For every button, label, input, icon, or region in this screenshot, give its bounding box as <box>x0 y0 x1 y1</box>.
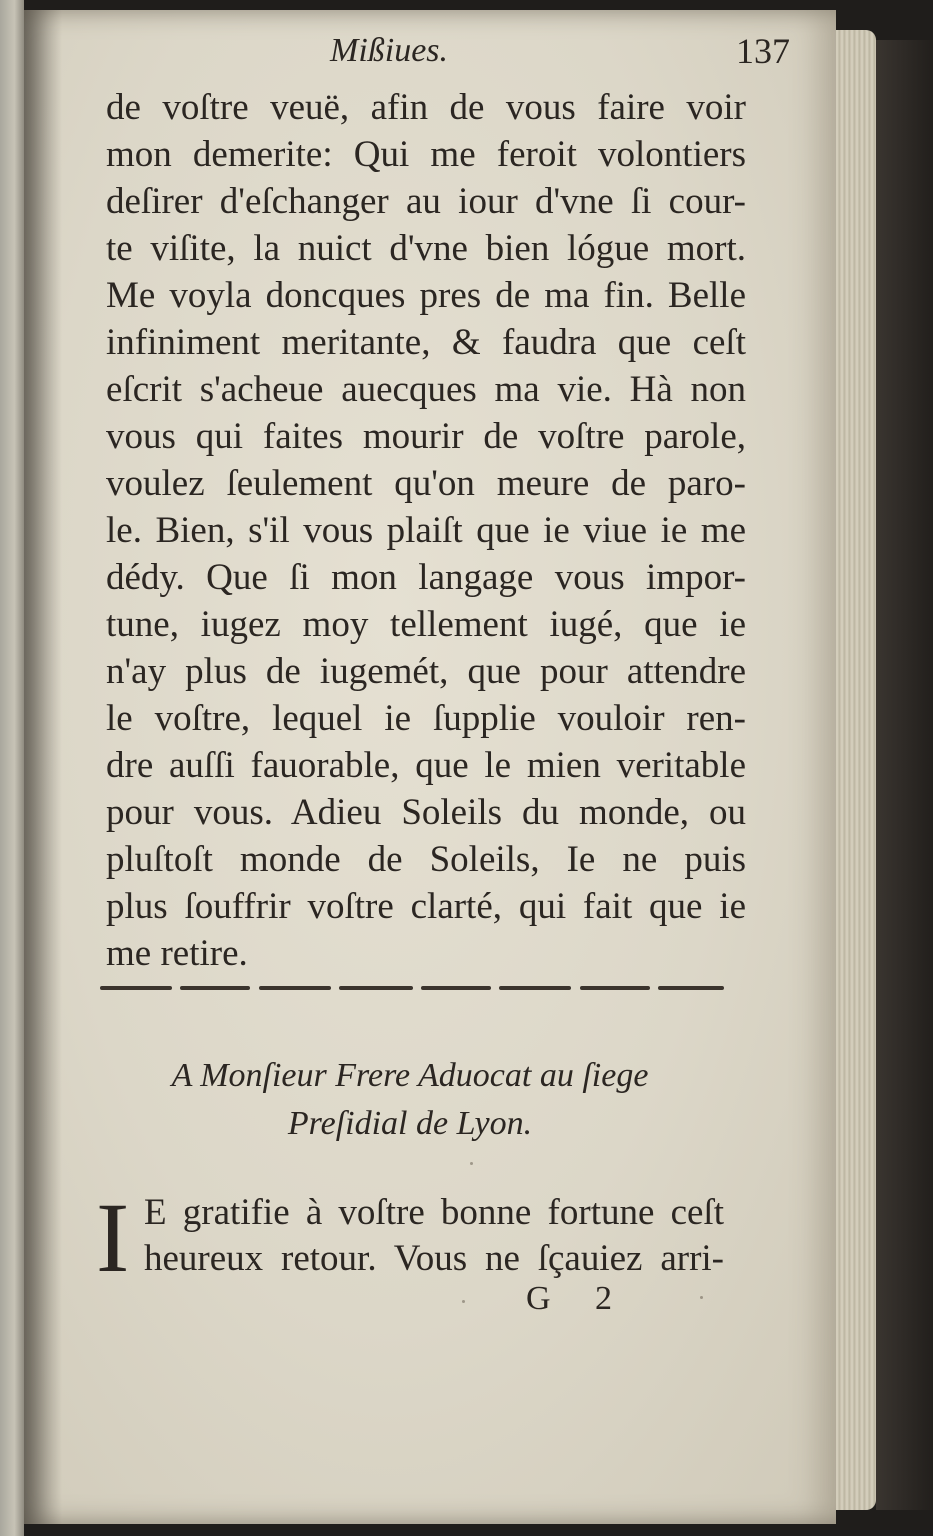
text-line: heureux retour. Vous ne ſçauiez arri- <box>144 1238 724 1279</box>
paper-speck <box>700 1296 703 1299</box>
text-line: dre auſſi fauorable, que le mien veritable <box>106 745 746 786</box>
rule-segment <box>580 986 650 990</box>
text-line: eſcrit s'acheue auecques ma vie. Hà non <box>106 369 746 410</box>
page-fore-edge <box>836 30 876 1510</box>
running-head: Mißiues. <box>330 32 449 69</box>
letter-heading-line: Preſidial de Lyon. <box>287 1105 533 1142</box>
text-line: voulez ſeulement qu'on meure de paro- <box>106 463 746 504</box>
text-line: E gratifie à voſtre bonne fortune ceſt <box>144 1192 724 1233</box>
text-line: Me voyla doncques pres de ma fin. Belle <box>106 275 746 316</box>
text-line: pour vous. Adieu Soleils du monde, ou <box>106 792 746 833</box>
section-divider-rule <box>100 986 724 992</box>
previous-page-edge <box>0 0 24 1536</box>
paper-speck <box>470 1162 473 1165</box>
gutter-shadow <box>24 10 62 1524</box>
rule-segment <box>658 986 724 990</box>
rule-segment <box>100 986 172 990</box>
body-text <box>106 84 746 977</box>
text-line: dédy. Que ſi mon langage vous impor- <box>106 557 746 598</box>
text-line: tune, iugez moy tellement iugé, que ie <box>106 604 746 645</box>
text-line: pluſtoſt monde de Soleils, Ie ne puis <box>106 839 746 880</box>
paper-speck <box>462 1300 465 1303</box>
rule-segment <box>180 986 250 990</box>
rule-segment <box>339 986 413 990</box>
signature-mark: G 2 <box>526 1280 631 1317</box>
text-line: le voſtre, lequel ie ſupplie vouloir ren- <box>106 698 746 739</box>
rule-segment <box>259 986 331 990</box>
text-line: te viſite, la nuict d'vne bien lógue mort. <box>106 228 746 269</box>
text-line: vous qui faites mourir de voſtre parole, <box>106 416 746 457</box>
letter-heading-line: A Monſieur Frere Aduocat au ſiege <box>171 1057 649 1094</box>
text-line: plus ſouffrir voſtre clarté, qui fait que ie <box>106 886 746 927</box>
page-number: 137 <box>736 31 790 71</box>
binding-background <box>876 40 933 1510</box>
rule-segment <box>421 986 491 990</box>
text-line: de voſtre veuë, afin de vous faire voir <box>106 87 746 128</box>
rule-segment <box>499 986 571 990</box>
letter-text <box>144 1190 724 1282</box>
text-line: infiniment meritante, & faudra que ceſt <box>106 322 746 363</box>
text-line: deſirer d'eſchanger au iour d'vne ſi cour- <box>106 181 746 222</box>
text-line: n'ay plus de iugemét, que pour attendre <box>106 651 746 692</box>
drop-cap: I <box>96 1182 130 1293</box>
text-line: le. Bien, s'il vous plaiſt que ie viue ie me <box>106 510 746 551</box>
text-line: mon demerite: Qui me feroit volontiers <box>106 134 746 175</box>
text-line: me retire. <box>106 933 248 974</box>
letter-heading <box>80 1052 740 1148</box>
